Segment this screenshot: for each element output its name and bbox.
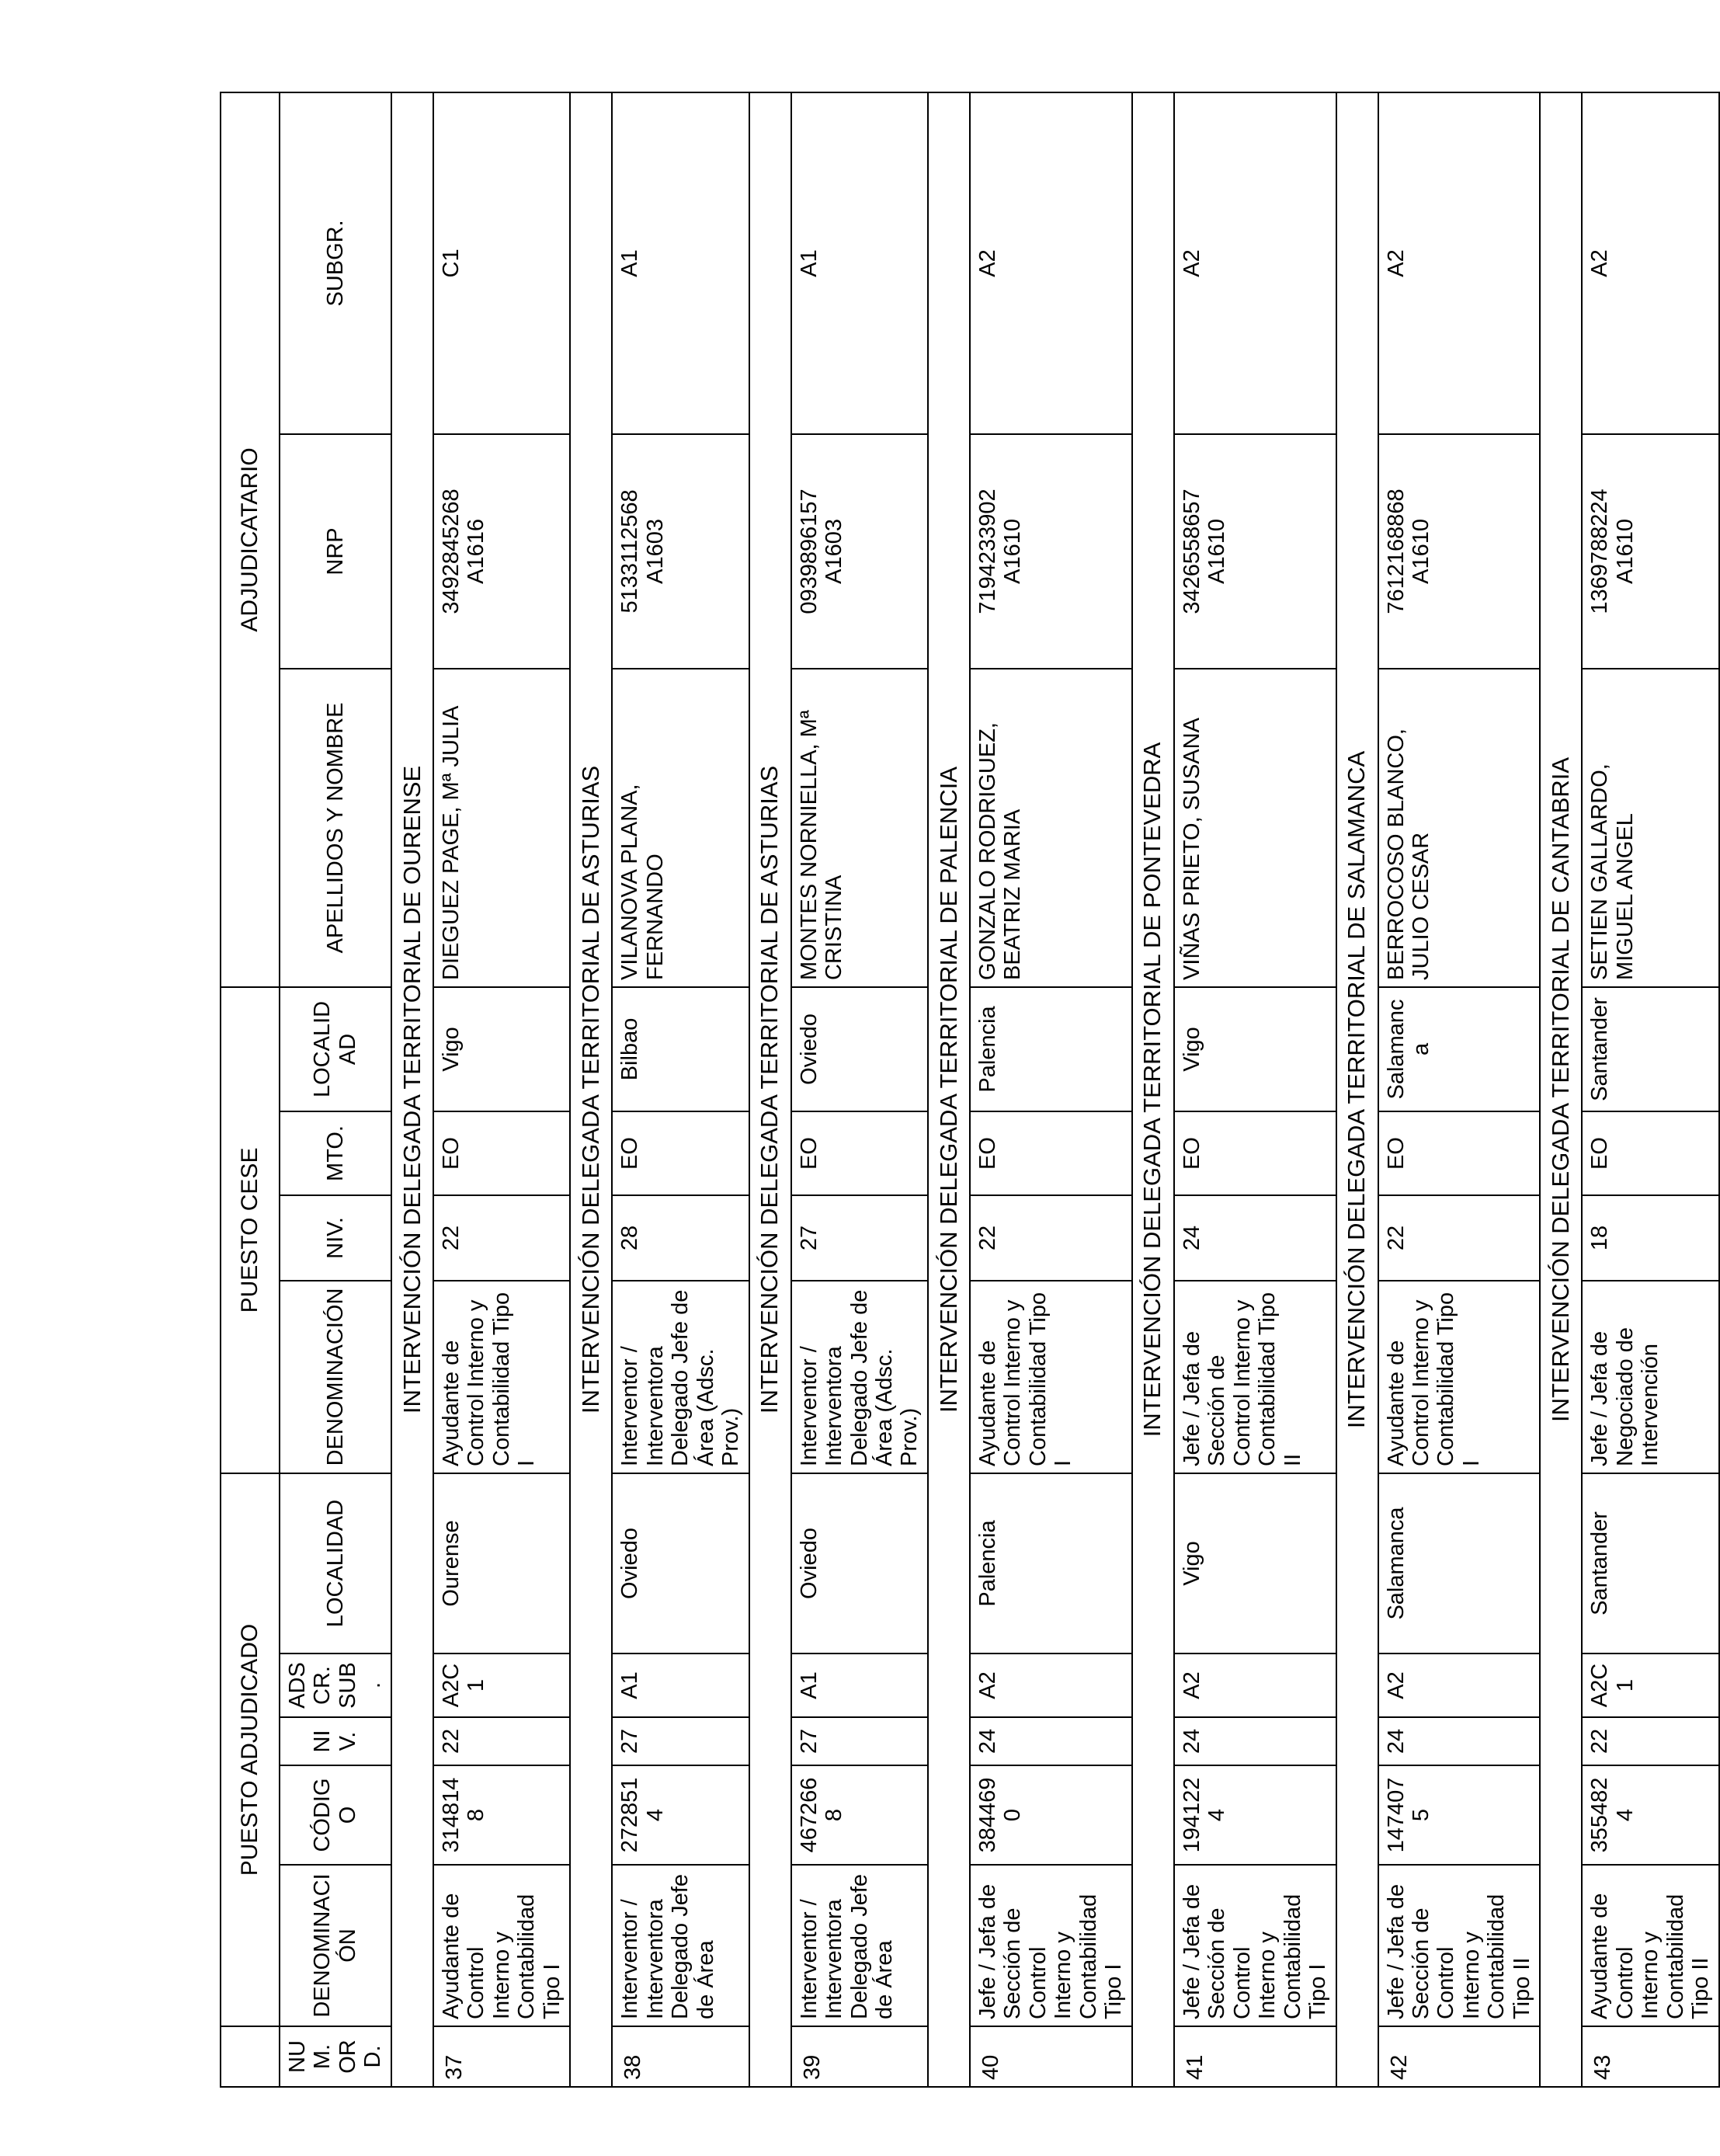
nrp-code: A1610 [1612, 519, 1638, 584]
cell-denominacion: Interventor / Interventora Delegado Jefe de Área [612, 1865, 749, 2026]
section-row [928, 92, 970, 2087]
cell-niv: 27 [791, 1717, 928, 1765]
cell-localidad: Palencia [970, 1473, 1132, 1654]
table-row [1378, 92, 1541, 2087]
section-row [391, 92, 433, 2087]
table-row [791, 92, 928, 2087]
table-body [391, 92, 1719, 2087]
header-nrp: NRP [280, 434, 391, 669]
section-title: INTERVENCIÓN DELEGADA TERRITORIAL DE CANTABRIA [1540, 92, 1582, 2087]
cell-apellidos-nombre: BERROCOSO BLANCO, JULIO CESAR [1378, 669, 1541, 987]
table-row [612, 92, 749, 2087]
cell-denominacion: Ayudante de Control Interno y Contabilidad Tipo I [433, 1865, 570, 2026]
section-row [1336, 92, 1378, 2087]
section-title: INTERVENCIÓN DELEGADA TERRITORIAL DE PALENCIA [928, 92, 970, 2087]
cell-nrp [1174, 434, 1336, 669]
cell-nrp [970, 434, 1132, 669]
section-row [1540, 92, 1582, 2087]
cell-cese-mto: EO [612, 1111, 749, 1195]
header-niv: NIV. [280, 1717, 391, 1765]
nrp-code: A1603 [642, 519, 668, 584]
cell-cese-localidad: Bilbao [612, 987, 749, 1111]
cell-denominacion: Ayudante de Control Interno y Contabilidad Tipo II [1582, 1865, 1718, 2026]
cell-cese-localidad: Vigo [433, 987, 570, 1111]
cell-nrp [1582, 434, 1718, 669]
cell-nrp [612, 434, 749, 669]
cell-adscr-sub: A1 [612, 1654, 749, 1717]
adjudication-table [220, 92, 1720, 2088]
cell-cese-denominacion: Ayudante de Control Interno y Contabilidad Tipo I [433, 1281, 570, 1473]
header-num-ord: NUM. ORD. [280, 2026, 391, 2087]
cell-cese-mto: EO [1378, 1111, 1541, 1195]
section-title: INTERVENCIÓN DELEGADA TERRITORIAL DE ASTURIAS [570, 92, 612, 2087]
cell-niv: 24 [1174, 1717, 1336, 1765]
section-row [749, 92, 791, 2087]
cell-cese-denominacion: Jefe / Jefa de Sección de Control Interno y Contabilidad Tipo II [1174, 1281, 1336, 1473]
cell-apellidos-nombre: VILANOVA PLANA, FERNANDO [612, 669, 749, 987]
cell-codigo: 3844690 [970, 1765, 1132, 1865]
cell-localidad: Vigo [1174, 1473, 1336, 1654]
cell-nrp [433, 434, 570, 669]
nrp-code: A1603 [822, 519, 847, 584]
cell-adscr-sub: A2 [970, 1654, 1132, 1717]
header-cese-mto: MTO. [280, 1111, 391, 1195]
cell-niv: 22 [433, 1717, 570, 1765]
section-title: INTERVENCIÓN DELEGADA TERRITORIAL DE PONTEVEDRA [1132, 92, 1174, 2087]
header-cese-localidad: LOCALIDAD [280, 987, 391, 1111]
cell-cese-localidad: Oviedo [791, 987, 928, 1111]
group-adjudicatario: ADJUDICATARIO [221, 92, 280, 987]
nrp-number: 7612168868 [1383, 489, 1409, 614]
cell-apellidos-nombre: SETIEN GALLARDO, MIGUEL ANGEL [1582, 669, 1718, 987]
cell-cese-niv: 24 [1174, 1195, 1336, 1281]
cell-cese-denominacion: Interventor / Interventora Delegado Jefe de Área (Adsc. Prov.) [612, 1281, 749, 1473]
cell-apellidos-nombre: DIEGUEZ PAGE, Mª JULIA [433, 669, 570, 987]
cell-denominacion: Jefe / Jefa de Sección de Control Interno y Contabilidad Tipo II [1378, 1865, 1541, 2026]
cell-nrp [1378, 434, 1541, 669]
group-puesto-adjudicado: PUESTO ADJUDICADO [221, 1473, 280, 2026]
cell-localidad: Ourense [433, 1473, 570, 1654]
header-cese-niv: NIV. [280, 1195, 391, 1281]
header-adscr-sub: ADSCR. SUB. [280, 1654, 391, 1717]
cell-localidad: Salamanca [1378, 1473, 1541, 1654]
section-row [1132, 92, 1174, 2087]
cell-cese-niv: 27 [791, 1195, 928, 1281]
header-subgr: SUBGR. [280, 92, 391, 434]
cell-cese-niv: 18 [1582, 1195, 1718, 1281]
cell-cese-localidad: Vigo [1174, 987, 1336, 1111]
cell-num-ord: 40 [970, 2026, 1132, 2087]
nrp-code: A1610 [1000, 519, 1026, 584]
cell-cese-localidad: Palencia [970, 987, 1132, 1111]
cell-cese-mto: EO [791, 1111, 928, 1195]
cell-cese-mto: EO [433, 1111, 570, 1195]
cell-nrp [791, 434, 928, 669]
header-localidad: LOCALIDAD [280, 1473, 391, 1654]
cell-cese-localidad: Santander [1582, 987, 1718, 1111]
cell-subgr: A2 [1582, 92, 1718, 434]
cell-cese-mto: EO [1582, 1111, 1718, 1195]
cell-subgr: A2 [970, 92, 1132, 434]
cell-subgr: A1 [791, 92, 928, 434]
nrp-number: 7194233902 [975, 489, 1000, 614]
cell-cese-localidad: Salamanca [1378, 987, 1541, 1111]
cell-localidad: Oviedo [612, 1473, 749, 1654]
table-row [970, 92, 1132, 2087]
cell-num-ord: 42 [1378, 2026, 1541, 2087]
cell-cese-denominacion: Interventor / Interventora Delegado Jefe de Área (Adsc. Prov.) [791, 1281, 928, 1473]
section-row [570, 92, 612, 2087]
cell-cese-niv: 22 [1378, 1195, 1541, 1281]
cell-subgr: A2 [1378, 92, 1541, 434]
cell-niv: 24 [970, 1717, 1132, 1765]
section-title: INTERVENCIÓN DELEGADA TERRITORIAL DE SALAMANCA [1336, 92, 1378, 2087]
cell-adscr-sub: A2 [1174, 1654, 1336, 1717]
cell-apellidos-nombre: VIÑAS PRIETO, SUSANA [1174, 669, 1336, 987]
nrp-number: 5133112568 [617, 489, 643, 614]
cell-niv: 27 [612, 1717, 749, 1765]
table-row [1174, 92, 1336, 2087]
cell-apellidos-nombre: GONZALO RODRIGUEZ, BEATRIZ MARIA [970, 669, 1132, 987]
cell-cese-niv: 22 [433, 1195, 570, 1281]
nrp-code: A1616 [464, 519, 489, 584]
cell-cese-denominacion: Jefe / Jefa de Negociado de Intervención [1582, 1281, 1718, 1473]
cell-codigo: 3554824 [1582, 1765, 1718, 1865]
nrp-number: 0939896157 [796, 489, 822, 614]
cell-codigo: 1474075 [1378, 1765, 1541, 1865]
section-title: INTERVENCIÓN DELEGADA TERRITORIAL DE OURENSE [391, 92, 433, 2087]
cell-cese-niv: 28 [612, 1195, 749, 1281]
cell-localidad: Santander [1582, 1473, 1718, 1654]
rotated-page [220, 93, 1714, 2088]
cell-denominacion: Jefe / Jefa de Sección de Control Interno y Contabilidad Tipo I [1174, 1865, 1336, 2026]
cell-niv: 24 [1378, 1717, 1541, 1765]
cell-subgr: A1 [612, 92, 749, 434]
cell-codigo: 4672668 [791, 1765, 928, 1865]
cell-localidad: Oviedo [791, 1473, 928, 1654]
section-title: INTERVENCIÓN DELEGADA TERRITORIAL DE ASTURIAS [749, 92, 791, 2087]
cell-cese-mto: EO [1174, 1111, 1336, 1195]
cell-adscr-sub: A2 [1378, 1654, 1541, 1717]
cell-adscr-sub: A2C1 [1582, 1654, 1718, 1717]
group-puesto-cese: PUESTO CESE [221, 987, 280, 1473]
cell-denominacion: Jefe / Jefa de Sección de Control Interno y Contabilidad Tipo I [970, 1865, 1132, 2026]
nrp-number: 1369788224 [1587, 489, 1613, 614]
cell-num-ord: 41 [1174, 2026, 1336, 2087]
nrp-code: A1610 [1204, 519, 1230, 584]
cell-niv: 22 [1582, 1717, 1718, 1765]
cell-apellidos-nombre: MONTES NORNIELLA, Mª CRISTINA [791, 669, 928, 987]
cell-num-ord: 39 [791, 2026, 928, 2087]
cell-cese-mto: EO [970, 1111, 1132, 1195]
cell-cese-denominacion: Ayudante de Control Interno y Contabilidad Tipo I [1378, 1281, 1541, 1473]
cell-codigo: 1941224 [1174, 1765, 1336, 1865]
cell-subgr: A2 [1174, 92, 1336, 434]
table-row [1582, 92, 1718, 2087]
cell-cese-denominacion: Ayudante de Control Interno y Contabilidad Tipo I [970, 1281, 1132, 1473]
header-apellidos-nombre: APELLIDOS Y NOMBRE [280, 669, 391, 987]
cell-denominacion: Interventor / Interventora Delegado Jefe de Área [791, 1865, 928, 2026]
header-codigo: CÓDIGO [280, 1765, 391, 1865]
cell-codigo: 2728514 [612, 1765, 749, 1865]
nrp-number: 3492845268 [438, 489, 464, 614]
cell-num-ord: 38 [612, 2026, 749, 2087]
cell-cese-niv: 22 [970, 1195, 1132, 1281]
cell-num-ord: 43 [1582, 2026, 1718, 2087]
cell-adscr-sub: A1 [791, 1654, 928, 1717]
cell-num-ord: 37 [433, 2026, 570, 2087]
cell-subgr: C1 [433, 92, 570, 434]
nrp-number: 3426558657 [1179, 489, 1204, 614]
group-spacer [221, 2026, 280, 2087]
table-row [433, 92, 570, 2087]
cell-codigo: 3148148 [433, 1765, 570, 1865]
cell-adscr-sub: A2C1 [433, 1654, 570, 1717]
header-cese-denominacion: DENOMINACIÓN [280, 1281, 391, 1473]
nrp-code: A1610 [1409, 519, 1433, 584]
header-denominacion: DENOMINACIÓN [280, 1865, 391, 2026]
